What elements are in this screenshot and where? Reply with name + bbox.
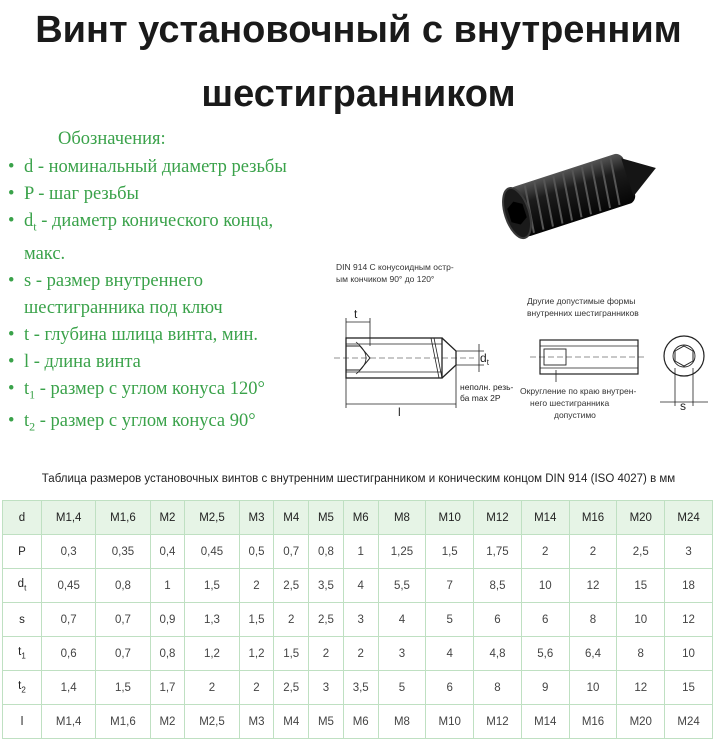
- legend-text: - глубина шлица винта, мин.: [29, 324, 259, 345]
- label-dt: $d_t$: [480, 351, 489, 367]
- table-row: [3, 671, 713, 705]
- table-cell: 4: [378, 603, 426, 637]
- table-cell: 2: [239, 569, 274, 603]
- table-row-label: $d_t$: [3, 569, 42, 603]
- legend-text: - диаметр конического конца, макс.: [24, 211, 274, 264]
- table-cell: 5,5: [378, 569, 426, 603]
- legend-text: - размер с углом конуса 120°: [35, 378, 265, 399]
- table-row: [3, 535, 713, 569]
- table-row-label: s: [3, 603, 42, 637]
- table-cell: 2: [239, 671, 274, 705]
- table-cell: M10: [426, 705, 474, 739]
- label-l: l: [398, 405, 401, 419]
- table-cell: 7: [426, 569, 474, 603]
- bullet-icon: •: [8, 184, 15, 204]
- table-cell: M24: [665, 705, 713, 739]
- table-cell: 2: [343, 637, 378, 671]
- table-cell: M3: [239, 501, 274, 535]
- table-cell: 1,5: [274, 637, 309, 671]
- bullet-icon: •: [8, 157, 15, 177]
- table-cell: 0,8: [150, 637, 185, 671]
- table-cell: M12: [474, 501, 522, 535]
- legend-item: [8, 376, 318, 409]
- table-row: [3, 637, 713, 671]
- table-cell: 0,5: [239, 535, 274, 569]
- dimensions-table: [2, 500, 713, 739]
- rounding-note-1: Округление по краю внутрен-: [520, 386, 637, 396]
- legend-heading: Обозначения:: [58, 129, 166, 149]
- table-cell: M12: [474, 705, 522, 739]
- table-row: [3, 705, 713, 739]
- table-cell: M4: [274, 501, 309, 535]
- table-cell: 1,5: [185, 569, 239, 603]
- table-cell: 0,7: [42, 603, 96, 637]
- legend-symbol: t: [24, 324, 30, 345]
- legend-symbol: t: [24, 378, 30, 399]
- table-cell: M2,5: [185, 501, 239, 535]
- table-cell: 0,35: [96, 535, 150, 569]
- table-cell: 5: [378, 671, 426, 705]
- table-cell: M16: [569, 705, 617, 739]
- bullet-icon: •: [8, 270, 15, 291]
- legend-item: [8, 268, 318, 322]
- table-cell: 0,45: [42, 569, 96, 603]
- table-cell: 2: [274, 603, 309, 637]
- legend-item: [8, 181, 318, 208]
- table-cell: 4: [343, 569, 378, 603]
- legend-text: - шаг резьбы: [33, 184, 139, 204]
- table-cell: 12: [617, 671, 665, 705]
- table-cell: 8,5: [474, 569, 522, 603]
- bullet-icon: •: [8, 378, 15, 399]
- table-cell: 10: [665, 637, 713, 671]
- table-cell: 4: [426, 637, 474, 671]
- table-cell: 1: [343, 535, 378, 569]
- table-cell: M8: [378, 501, 426, 535]
- table-cell: 8: [474, 671, 522, 705]
- table-cell: 8: [569, 603, 617, 637]
- table-cell: M1,4: [42, 501, 96, 535]
- legend-symbol: d: [24, 211, 34, 231]
- table-cell: M1,4: [42, 705, 96, 739]
- table-cell: 18: [665, 569, 713, 603]
- table-cell: 2: [309, 637, 344, 671]
- thread-note-2: ба max 2P: [460, 393, 501, 403]
- legend-symbol-sub: 2: [29, 420, 36, 435]
- table-cell: 1,2: [185, 637, 239, 671]
- table-caption: Таблица размеров установочных винтов с внутренним шестигранником и коническим концом DIN 914 (ISO 4027) в мм: [41, 473, 676, 485]
- table-row-label: $t_2$: [3, 671, 42, 705]
- table-row: [3, 569, 713, 603]
- table-cell: 3: [665, 535, 713, 569]
- table-cell: 9: [521, 671, 569, 705]
- table-cell: 1,75: [474, 535, 522, 569]
- table-cell: M10: [426, 501, 474, 535]
- table-cell: 2,5: [309, 603, 344, 637]
- label-t: t: [354, 307, 358, 321]
- table-cell: 1,5: [426, 535, 474, 569]
- table-cell: 10: [569, 671, 617, 705]
- table-cell: 0,7: [96, 603, 150, 637]
- table-cell: 15: [665, 671, 713, 705]
- legend-item: [8, 154, 318, 181]
- table-cell: 1,25: [378, 535, 426, 569]
- screw-photo: [492, 138, 672, 248]
- table-cell: 5: [426, 603, 474, 637]
- end-view: [660, 336, 708, 406]
- alt-socket-view: [530, 340, 646, 382]
- table-cell: M8: [378, 705, 426, 739]
- table-cell: 10: [521, 569, 569, 603]
- legend-symbol: d: [24, 157, 34, 177]
- legend-symbol: t: [24, 411, 30, 432]
- other-forms-caption-2: внутренних шестигранников: [527, 308, 639, 318]
- legend: [8, 126, 318, 441]
- table-cell: 12: [569, 569, 617, 603]
- legend-symbol: l: [24, 351, 30, 372]
- table-cell: 3: [309, 671, 344, 705]
- page-title-line-2: шестигранником: [201, 73, 516, 115]
- table-cell: 6: [426, 671, 474, 705]
- table-cell: 8: [617, 637, 665, 671]
- table-cell: M2,5: [185, 705, 239, 739]
- drawing-caption-2: ым кончиком 90° до 120°: [336, 274, 435, 284]
- table-row-label: $t_1$: [3, 637, 42, 671]
- table-cell: 1,5: [96, 671, 150, 705]
- legend-text: - длина винта: [29, 351, 141, 372]
- table-cell: 6: [521, 603, 569, 637]
- table-cell: M20: [617, 705, 665, 739]
- table-cell: 6,4: [569, 637, 617, 671]
- table-cell: 2: [185, 671, 239, 705]
- table-cell: 0,6: [42, 637, 96, 671]
- table-row-label: d: [3, 501, 42, 535]
- table-cell: M6: [343, 501, 378, 535]
- table-cell: 1,2: [239, 637, 274, 671]
- table-cell: M5: [309, 705, 344, 739]
- bullet-icon: •: [8, 351, 15, 372]
- table-cell: 3: [343, 603, 378, 637]
- table-cell: M1,6: [96, 501, 150, 535]
- table-cell: 15: [617, 569, 665, 603]
- legend-text: - размер с углом конуса 90°: [35, 411, 256, 432]
- table-cell: M3: [239, 705, 274, 739]
- table-row: [3, 603, 713, 637]
- rounding-note-2: него шестигранника: [530, 398, 610, 408]
- technical-drawing: [334, 258, 716, 458]
- table-cell: M1,6: [96, 705, 150, 739]
- table-row-label: P: [3, 535, 42, 569]
- table-cell: 2: [569, 535, 617, 569]
- legend-list: [8, 154, 318, 441]
- screw-side-view: [334, 338, 474, 378]
- table-cell: 3,5: [343, 671, 378, 705]
- table-cell: M2: [150, 705, 185, 739]
- legend-item: [8, 349, 318, 376]
- bullet-icon: •: [8, 324, 15, 345]
- bullet-icon: •: [8, 211, 15, 231]
- table-cell: 6: [474, 603, 522, 637]
- thread-note-1: неполн. резь-: [460, 382, 514, 392]
- table-cell: M14: [521, 705, 569, 739]
- legend-text: - размер внутреннего шестигранника под ключ: [24, 270, 223, 318]
- table-cell: M14: [521, 501, 569, 535]
- drawing-caption-1: DIN 914 С конусоидным остр-: [336, 262, 454, 272]
- legend-symbol-sub: 1: [29, 387, 36, 402]
- table-cell: 0,8: [309, 535, 344, 569]
- legend-item: [8, 322, 318, 349]
- table-cell: M20: [617, 501, 665, 535]
- rounding-note-3: допустимо: [554, 410, 596, 420]
- table-row-label: l: [3, 705, 42, 739]
- legend-text: - номинальный диаметр резьбы: [33, 157, 287, 177]
- table-cell: 0,7: [96, 637, 150, 671]
- table-cell: 1,4: [42, 671, 96, 705]
- page-title-line-1: Винт установочный с внутренним: [35, 9, 682, 51]
- table-cell: 2,5: [617, 535, 665, 569]
- table-cell: 1,3: [185, 603, 239, 637]
- table-cell: 1,5: [239, 603, 274, 637]
- table-cell: M16: [569, 501, 617, 535]
- other-forms-caption-1: Другие допустимые формы: [527, 296, 636, 306]
- legend-item: [8, 408, 318, 441]
- table-cell: M6: [343, 705, 378, 739]
- table-cell: 2,5: [274, 671, 309, 705]
- table-cell: 1: [150, 569, 185, 603]
- table-cell: 3,5: [309, 569, 344, 603]
- table-row: [3, 501, 713, 535]
- table-cell: 2,5: [274, 569, 309, 603]
- table-cell: 10: [617, 603, 665, 637]
- table-cell: 0,7: [274, 535, 309, 569]
- legend-symbol-sub: t: [33, 219, 37, 234]
- bullet-icon: •: [8, 411, 15, 432]
- legend-symbol: s: [24, 270, 32, 291]
- table-cell: 2: [521, 535, 569, 569]
- table-cell: M4: [274, 705, 309, 739]
- table-cell: 12: [665, 603, 713, 637]
- table-cell: 0,8: [96, 569, 150, 603]
- table-cell: 0,4: [150, 535, 185, 569]
- table-cell: 4,8: [474, 637, 522, 671]
- table-cell: M5: [309, 501, 344, 535]
- table-cell: 0,3: [42, 535, 96, 569]
- table-cell: 1,7: [150, 671, 185, 705]
- table-cell: 5,6: [521, 637, 569, 671]
- table-cell: 0,45: [185, 535, 239, 569]
- legend-item: [8, 208, 318, 268]
- label-s: s: [680, 399, 686, 413]
- table-cell: M24: [665, 501, 713, 535]
- table-cell: 0,9: [150, 603, 185, 637]
- table-cell: 3: [378, 637, 426, 671]
- legend-symbol: P: [24, 184, 34, 204]
- table-cell: M2: [150, 501, 185, 535]
